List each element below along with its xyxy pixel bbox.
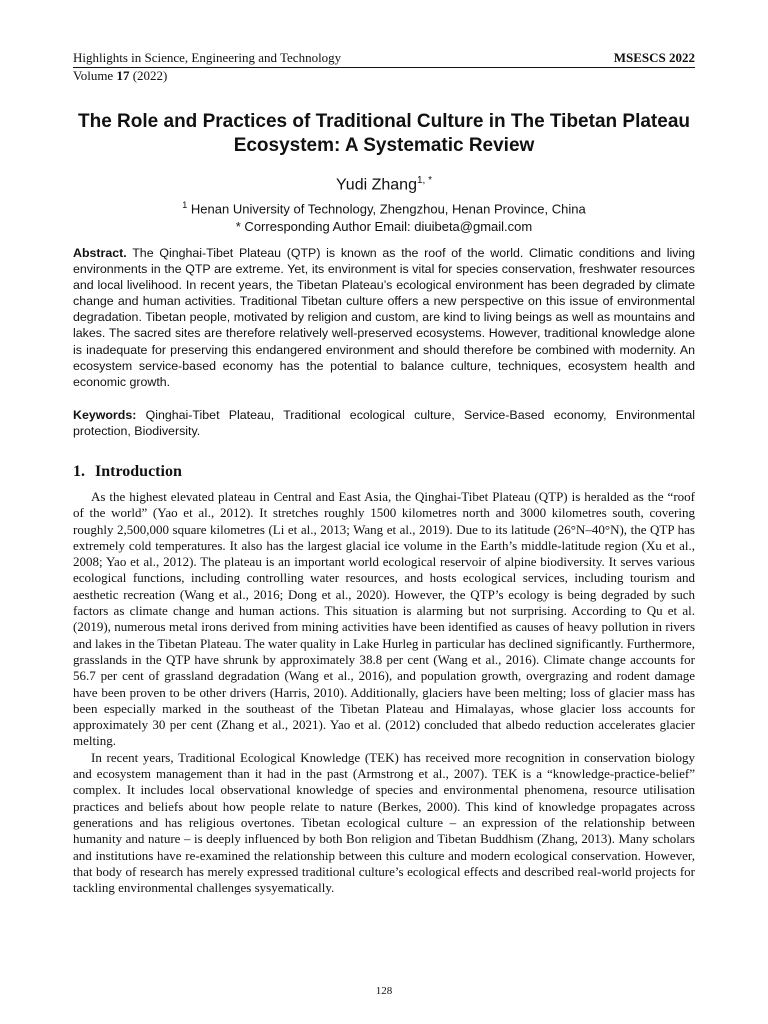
author-marks: 1, * [416, 175, 432, 186]
running-header [73, 50, 695, 84]
body-paragraph: In recent years, Traditional Ecological Knowledge (TEK) has received more recognition in conservation biology and ecosystem management than it had in the past (Armstrong et al., 2007). TEK is a “knowledge-practice-belief” complex. It includes local observational knowledge of species and environmental phenomena, resource utilisation practices and beliefs about how people relate to nature (Berkes, 2000). This kind of knowledge propagates across generations and has religious overtones. Tibetan ecological culture – an expression of the relationship between humanity and nature – is deeply influenced by both Bon religion and Tibetan Buddhism (Zhang, 2013). Many scholars and institutions have re-examined the relationship between this culture and modern ecological conservation. However, that body of research has merely expressed traditional culture’s ecological effects and described real-world projects for tackling environmental challenges sysyematically. [73, 749, 695, 896]
journal-name: Highlights in Science, Engineering and Technology [73, 50, 342, 65]
corresponding-author: * Corresponding Author Email: diuibeta@gmail.com [235, 219, 533, 234]
keywords [73, 407, 695, 439]
affiliation-mark: 1 [182, 200, 188, 210]
page-number: 128 [375, 985, 393, 997]
keywords-text: Qinghai-Tibet Plateau, Traditional ecological culture, Service-Based economy, Environmental protection, Biodiversity. [73, 408, 695, 439]
author-name: Yudi Zhang [336, 176, 417, 194]
volume-year: (2022) [132, 68, 168, 83]
abstract-label: Abstract. [73, 246, 127, 260]
author-line [73, 171, 695, 195]
conference-name: MSESCS 2022 [613, 50, 695, 65]
section-number: 1. [73, 463, 85, 480]
volume-number: 17 [116, 68, 130, 83]
abstract-text: The Qinghai-Tibet Plateau (QTP) is known as the roof of the world. Climatic conditions and living environments in the QTP are extreme. Yet, its environment is vital for species conservation, freshwater resources and local livelihood. In recent years, the Tibetan Plateau’s ecological environment has been degraded by climate change and human activities. Traditional Tibetan culture offers a new perspective on this issue of environmental degradation. Tibetan people, motivated by religion and custom, are kind to living beings as well as mountains and lakes. The sacred sites are therefore relatively well-preserved ecosystems. However, traditional knowledge alone is inadequate for preserving this endangered environment and should therefore be combined with modernity. An ecosystem service-based economy has the potential to balance culture, techniques, ecosystem health and economic growth. [73, 246, 695, 389]
affiliation [73, 197, 695, 217]
section-heading [73, 463, 182, 481]
volume-label: Volume [73, 68, 114, 83]
body-paragraph: As the highest elevated plateau in Central and East Asia, the Qinghai-Tibet Plateau (QTP) is heralded as the “roof of the world” (Yao et al., 2012). It stretches roughly 1500 kilometres north and 3000 kilometres south, covering roughly 2,500,000 square kilometres (Li et al., 2013; Wang et al., 2019). Due to its latitude (26°N–40°N), the QTP has extremely cold temperatures. It also has the largest glacial ice volume in the Earth’s middle-latitude region (Xu et al., 2008; Yao et al., 2012). The plateau is an important world ecological reservoir of alpine biodiversity. It serves various ecological functions, including controlling water resources, and hosts ecological services, including tourism and aesthetic recreation (Wang et al., 2016; Dong et al., 2020). However, the QTP’s ecology is being degraded by such factors as climate change and human actions. This situation is alarming but not surprising. According to Qu et al. (2019), numerous metal irons derived from mining activities have been identified as causes of heavy pollution in rivers and lakes in the Tibetan Plateau. The water quality in Lake Hurleg in particular has declined significantly. Furthermore, grasslands in the QTP have shrunk by approximately 38.8 per cent (Wang et al., 2016). Climate change accounts for 56.7 per cent of grassland degradation (Wang et al., 2016), and population growth, overgrazing and rodent damage have been proven to be other drivers (Harris, 2010). Additionally, glaciers have been melting; loss of glacier mass has been especially marked in the southeast of the Tibetan Plateau and Himalayas, whose glacier loss accounts for approximately 30 per cent (Zhang et al., 2021). Yao et al. (2012) concluded that albedo reduction accelerates glacier melting. [73, 489, 695, 749]
keywords-label: Keywords: [73, 408, 137, 422]
section-title: Introduction [95, 463, 182, 480]
section-body [73, 489, 695, 896]
affiliation-text: Henan University of Technology, Zhengzhou, Henan Province, China [190, 201, 586, 217]
paper-title: The Role and Practices of Traditional Culture in The Tibetan Plateau Ecosystem: A Systematic Review [78, 111, 690, 156]
volume-info [73, 68, 695, 84]
abstract [73, 245, 695, 390]
